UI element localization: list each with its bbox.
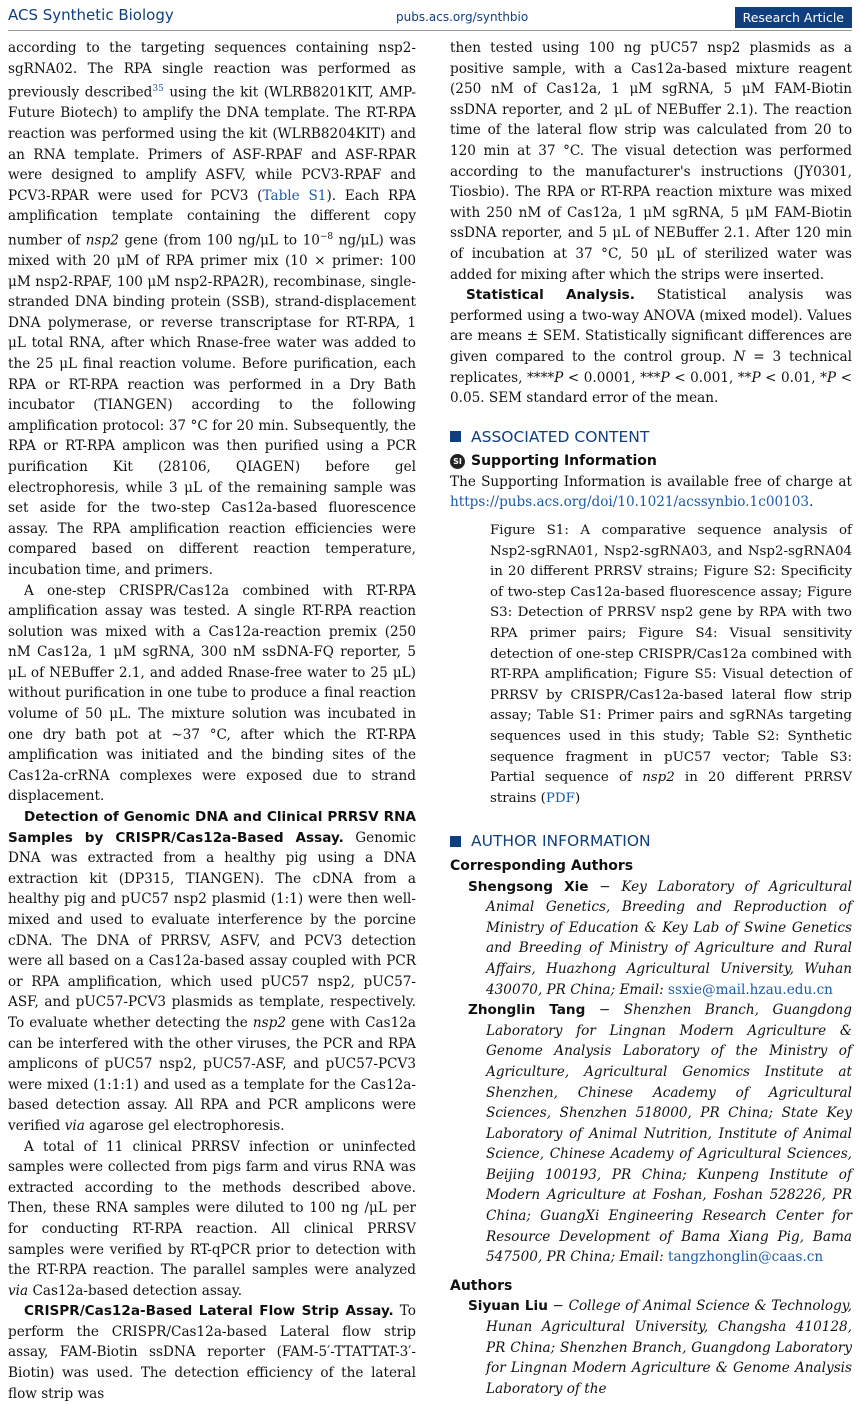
author-email-link[interactable]: ssxie@mail.hzau.edu.cn xyxy=(668,981,833,998)
author-entry xyxy=(468,1296,852,1399)
text: P xyxy=(826,369,837,386)
si-circle-icon: SI xyxy=(450,454,465,469)
statistics-paragraph xyxy=(450,285,852,409)
author-entry xyxy=(468,877,852,1001)
text: P xyxy=(554,369,564,386)
text: < 0.01, * xyxy=(760,369,827,386)
methods-paragraph-genomic xyxy=(8,807,416,1137)
methods-paragraph-lateral-flow xyxy=(8,1301,416,1404)
text: The Supporting Information is available free of charge at xyxy=(450,473,852,490)
text: Email: xyxy=(615,1249,669,1266)
supporting-info-title xyxy=(450,451,852,472)
text: via xyxy=(64,1117,85,1134)
left-column xyxy=(8,38,416,1404)
table-s1-link[interactable]: Table S1 xyxy=(262,187,327,204)
text: ng/μL) was mixed with 20 μM of RPA primer mix (10 × primer: 100 μM nsp2-RPAF, 100 μM nsp2-RPA2R), recombinase, single-stranded DNA binding protein (SSB), strand-displacement DNA polymerase, or reverse transcriptase for RT-RPA, 1 μL total RNA, after which Rnase-free water was added to the 25 μL final reaction volume. Before purification, each RPA or RT-RPA reaction was performed in a Dry Bath incubator (TIANGEN) according to the following amplification protocol: 37 °C for 20 min. Subsequently, the RPA or RT-RPA amplicon was then purified using a PCR purification Kit (28106, QIAGEN) before gel electrophoresis, while 3 μL of the remaining sample was set aside for the two-step Cas12a-based fluorescence assay. The RPA amplification reaction efficiencies were compared based on different reaction temperature, incubation time, and primers. xyxy=(8,232,416,578)
text: < 0.05. SEM standard error of the mean. xyxy=(450,369,852,407)
text: using the kit (WLRB8201KIT, AMP-Future Biotech) to amplify the DNA template. The RT-RPA reaction was performed using the kit (WLRB8204KIT) and an RNA template. Primers of ASF-RPAF and ASF-RPAR were designed to amplify ASFV, while PCV3-RPAF and PCV3-RPAR were used for PCV3 ( xyxy=(8,84,416,204)
subsection-heading: Detection of Genomic DNA and Clinical PRRSV RNA Samples by CRISPR/Cas12a-Based Assay. xyxy=(8,809,416,846)
section-title: AUTHOR INFORMATION xyxy=(471,832,651,851)
corresponding-authors-title: Corresponding Authors xyxy=(450,857,634,874)
subsection-title: Supporting Information xyxy=(471,453,657,470)
subsection-heading: Statistical Analysis. xyxy=(466,287,635,304)
author-affiliation: − College of Animal Science & Technology, Hunan Agricultural University, Changsha 410128, PR China; Shenzhen Branch, Guangdong Laboratory for Lingnan Modern Agriculture & Genome Analysis Laboratory of the xyxy=(486,1298,852,1397)
text: Genomic DNA was extracted from a healthy pig using a DNA extraction kit (DP315, TIANGEN). The cDNA from a healthy pig and pUC57 nsp2 plasmid (1:1) were then well-mixed and used to evaluate interference by the porcine cDNA. The DNA of PRRSV, ASFV, and PCV3 detection were all based on a Cas12a-based assay coupled with PCR or RPA amplification, which used pUC57 nsp2, pUC57-ASF, and pUC57-PCV3 plasmids as template, respectively. To evaluate whether detecting the xyxy=(8,829,417,1031)
square-icon xyxy=(450,836,461,847)
text: via xyxy=(8,1282,29,1299)
methods-paragraph-lateral-flow-cont: then tested using 100 ng pUC57 nsp2 plasmids as a positive sample, with a Cas12a-based mixture reagent (250 nM of Cas12a, 1 μM sgRNA, 5 μM FAM-Biotin ssDNA reporter, and 2 μL of NEBuffer 2.1). The reaction time of the lateral flow strip was calculated from 20 to 120 min at 37 °C. The visual detection was performed according to the manufacturer's instructions (JY0301, Tiosbio). The RPA or RT-RPA reaction mixture was mixed with 250 nM of Cas12a, 1 μM sgRNA, 5 μM FAM-Biotin ssDNA reporter, and 5 μL of NEBuffer 2.1. After 120 min of incubation at 37 °C, 50 μL of sterilized water was added for mixing after which the strips were inserted. xyxy=(450,40,852,283)
text: agarose gel electrophoresis. xyxy=(84,1117,285,1134)
text: ). Each RPA amplification template containing the different copy number of xyxy=(8,187,416,249)
text: Figure S1: A comparative sequence analysis of Nsp2-sgRNA01, Nsp2-sgRNA03, and Nsp2-sgRNA04 in 20 different PRRSV strains; Figure S2: Specificity of two-step Cas12a-based fluorescence assay; Figure S3: Detection of PRRSV nsp2 gene by RPA with two RPA primer pairs; Figure S4: Visual sensitivity detection of one-step CRISPR/Cas12a combined with RT-RPA amplification; Figure S5: Visual detection of PRRSV by CRISPR/Cas12a-based lateral flow strip assay; Table S1: Primer pairs and sgRNAs targeting sequences used in this study; Table S2: Synthetic sequence fragment in pUC57 vector; Table S3: Partial sequence of xyxy=(490,523,852,786)
author-entry xyxy=(468,1000,852,1268)
article-type-badge: Research Article xyxy=(735,7,852,28)
text: P xyxy=(660,369,670,386)
text: < 0.001, ** xyxy=(669,369,752,386)
reference-link[interactable]: 35 xyxy=(152,84,164,95)
author-email-link[interactable]: tangzhonglin@caas.cn xyxy=(668,1249,824,1266)
right-column xyxy=(450,38,852,1399)
text: ) xyxy=(574,790,581,806)
doi-link[interactable]: https://pubs.acs.org/doi/10.1021/acssynbio.1c00103 xyxy=(450,494,810,511)
text: Cas12a-based detection assay. xyxy=(28,1282,243,1299)
section-author-information xyxy=(450,831,852,852)
text: To perform the CRISPR/Cas12a-based Lateral flow strip assay, FAM-Biotin ssDNA reporter (FAM-5′-TTATTAT-3′-Biotin) was used. The detection efficiency of the lateral flow strip was xyxy=(8,1303,416,1402)
journal-url[interactable]: pubs.acs.org/synthbio xyxy=(396,10,529,24)
gene-name: nsp2 xyxy=(85,232,119,249)
journal-name[interactable]: ACS Synthetic Biology xyxy=(8,6,174,24)
text: in 20 different PRRSV strains ( xyxy=(490,770,852,806)
section-title: ASSOCIATED CONTENT xyxy=(471,427,650,446)
author-affiliation: − Shenzhen Branch, Guangdong Laboratory for Lingnan Modern Agriculture & Genome Analysis Laboratory of the Ministry of Agriculture, Agricultural Genomics Institute at Shenzhen, Chinese Academy of Agricultural Sciences, Shenzhen 518000, PR China; State Key Laboratory of Animal Nutrition, Institute of Animal Science, Chinese Academy of Agricultural Sciences, Beijing 100193, PR China; Kunpeng Institute of Modern Agriculture at Foshan, Foshan 528226, PR China; GuangXi Engineering Research Center for Resource Development of Bama Xiang Pig, Bama 547500, PR China; xyxy=(486,1002,852,1266)
text: Email: xyxy=(615,981,669,998)
page-header xyxy=(8,4,852,31)
pdf-link[interactable]: PDF xyxy=(545,790,575,806)
text: P xyxy=(751,369,761,386)
author-name[interactable]: Zhonglin Tang xyxy=(468,1002,586,1019)
gene-name: nsp2 xyxy=(642,770,675,786)
subsection-heading: CRISPR/Cas12a-Based Lateral Flow Strip Assay. xyxy=(24,1303,394,1320)
text: . xyxy=(809,494,814,511)
text: < 0.0001, *** xyxy=(563,369,661,386)
text: gene (from 100 ng/μL to 10 xyxy=(118,232,320,249)
methods-paragraph-rpa xyxy=(8,38,416,581)
text: = 3 technical replicates, **** xyxy=(450,348,852,386)
text: N xyxy=(733,348,746,365)
square-icon xyxy=(450,431,461,442)
authors-title: Authors xyxy=(450,1277,513,1294)
methods-paragraph-onestep: A one-step CRISPR/Cas12a combined with RT-RPA amplification assay was tested. A single RT-RPA reaction solution was mixed with a Cas12a-reaction premix (250 nM Cas12a, 1 μM sgRNA, 300 nM ssDNA-FQ reporter, 5 μL of NEBuffer 2.1, and added Rnase-free water to 25 μL) without purification in one tube to produce a final reaction volume of 50 μL. The mixture solution was incubated in one dry bath pot at ∼37 °C, after which the RT-RPA amplification was initiated and the binding sites of the Cas12a-crRNA complexes were exposed due to strand displacement. xyxy=(8,582,416,805)
author-name[interactable]: Siyuan Liu xyxy=(468,1298,548,1315)
text: gene with Cas12a can be interfered with the other viruses, the PCR and RPA amplicons of pUC57 nsp2, pUC57-ASF, and pUC57-PCV3 were mixed (1:1:1) and used as a template for the Cas12a-based detection assay. All RPA and PCR amplicons were verified xyxy=(8,1014,416,1134)
text: A total of 11 clinical PRRSV infection or uninfected samples were collected from pigs farm and virus RNA was extracted according to the methods described above. Then, these RNA samples were diluted to 100 ng /μL per for conducting RT-RPA reaction. All clinical PRRSV samples were verified by RT-qPCR prior to detection with the RT-RPA reaction. The parallel samples were analyzed xyxy=(8,1138,416,1279)
author-affiliation: − Key Laboratory of Agricultural Animal Genetics, Breeding and Reproduction of Ministry of Education & Key Lab of Swine Genetics and Breeding of Ministry of Agriculture and Rural Affairs, Huazhong Agricultural University, Wuhan 430070, PR China; xyxy=(486,878,852,998)
text: Statistical analysis was performed using a two-way ANOVA (mixed model). Values are means ± SEM. Statistically significant differences are given compared to the control group. xyxy=(450,287,853,365)
section-associated-content xyxy=(450,427,852,448)
author-name[interactable]: Shengsong Xie xyxy=(468,878,589,895)
supporting-info-text xyxy=(450,472,852,513)
text: according to the targeting sequences containing nsp2-sgRNA02. The RPA single reaction was performed as previously described xyxy=(8,40,416,101)
supporting-info-listing xyxy=(490,521,852,809)
exponent: −8 xyxy=(319,231,334,242)
methods-paragraph-clinical xyxy=(8,1137,416,1302)
gene-name: nsp2 xyxy=(252,1014,287,1031)
